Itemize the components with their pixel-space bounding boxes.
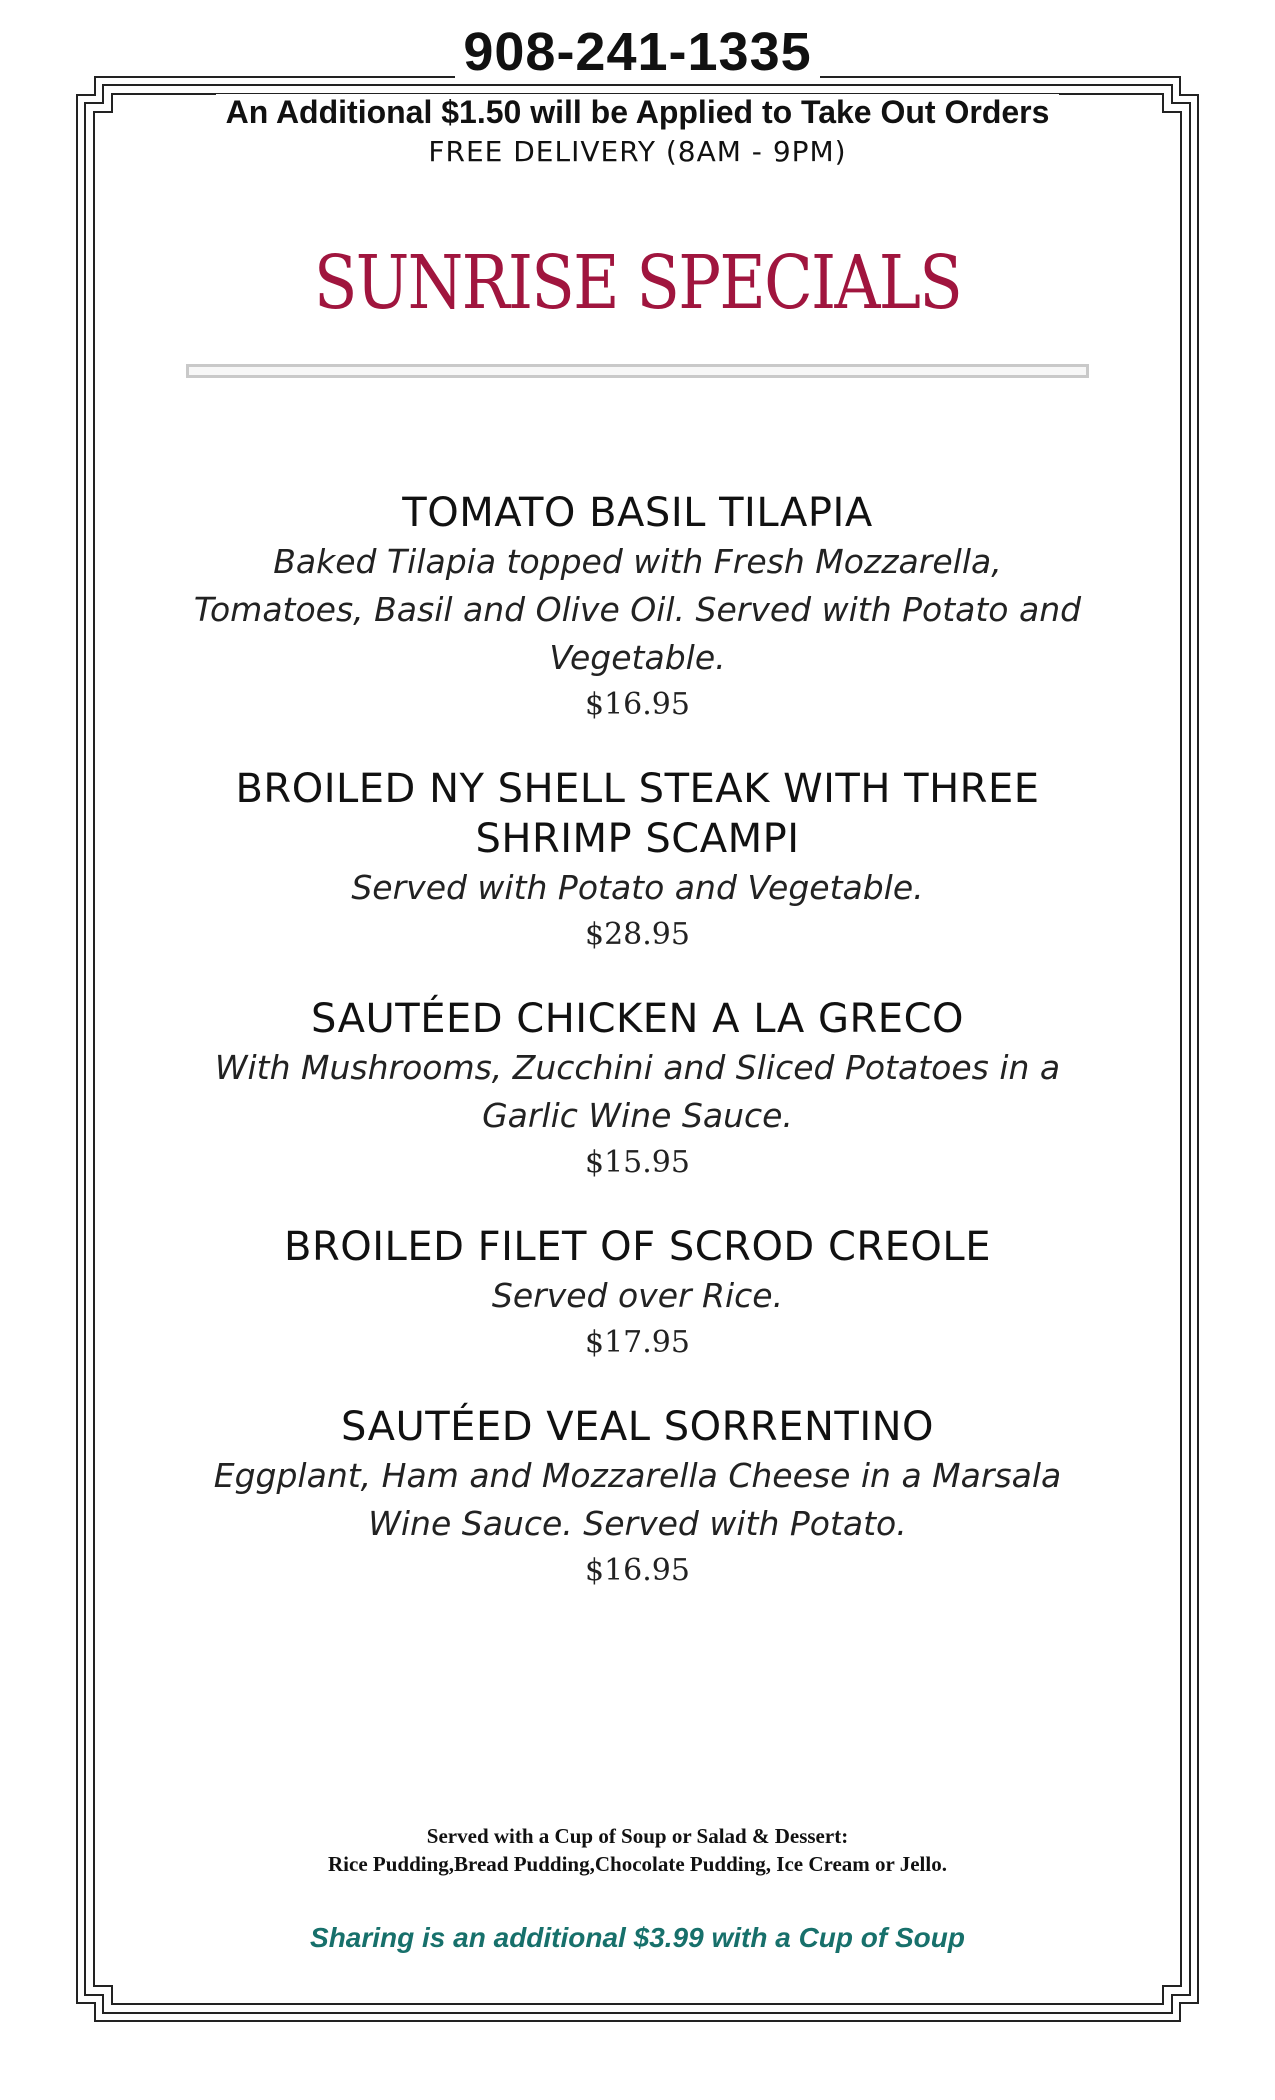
item-price: $28.95 <box>585 917 690 952</box>
menu-item-sauteed-chicken-greco <box>160 994 1115 1186</box>
delivery-notice: FREE DELIVERY (8AM - 9PM) <box>428 135 847 168</box>
served-with-note: Served with a Cup of Soup or Salad & Dessert: Rice Pudding,Bread Pudding,Chocolate Pudding, Ice Cream or Jello. <box>328 1824 947 1876</box>
item-price: $16.95 <box>585 687 690 722</box>
phone-number: 908-241-1335 <box>0 22 1275 82</box>
menu-item-tomato-basil-tilapia <box>160 488 1115 728</box>
menu-item-broiled-filet-scrod <box>160 1222 1115 1366</box>
item-name: SAUTÉED CHICKEN A LA GRECO <box>311 996 964 1042</box>
page-title: SUNRISE SPECIALS <box>313 240 962 326</box>
item-description: Served with Potato and Vegetable. <box>351 868 924 907</box>
item-name: TOMATO BASIL TILAPIA <box>402 490 873 536</box>
item-description: Baked Tilapia topped with Fresh Mozzarella, Tomatoes, Basil and Olive Oil. Served with Potato and Vegetable. <box>193 542 1082 677</box>
item-name: BROILED FILET OF SCROD CREOLE <box>284 1224 991 1270</box>
item-price: $17.95 <box>585 1325 690 1360</box>
title-divider <box>186 364 1089 378</box>
sharing-note: Sharing is an additional $3.99 with a Cup of Soup <box>310 1922 965 1953</box>
item-description: With Mushrooms, Zucchini and Sliced Potatoes in a Garlic Wine Sauce. <box>214 1048 1061 1135</box>
item-name: SAUTÉED VEAL SORRENTINO <box>340 1404 935 1450</box>
item-name: BROILED NY SHELL STEAK WITH THREE SHRIMP SCAMPI <box>235 766 1040 862</box>
item-price: $16.95 <box>585 1553 690 1588</box>
item-description: Served over Rice. <box>491 1276 784 1315</box>
item-price: $15.95 <box>585 1145 690 1180</box>
item-description: Eggplant, Ham and Mozzarella Cheese in a Marsala Wine Sauce. Served with Potato. <box>213 1456 1062 1543</box>
menu-item-broiled-ny-shell-steak <box>160 764 1115 958</box>
specials-list <box>160 488 1115 1630</box>
menu-item-sauteed-veal-sorrentino <box>160 1402 1115 1594</box>
takeout-notice: An Additional $1.50 will be Applied to Take Out Orders <box>0 93 1275 131</box>
